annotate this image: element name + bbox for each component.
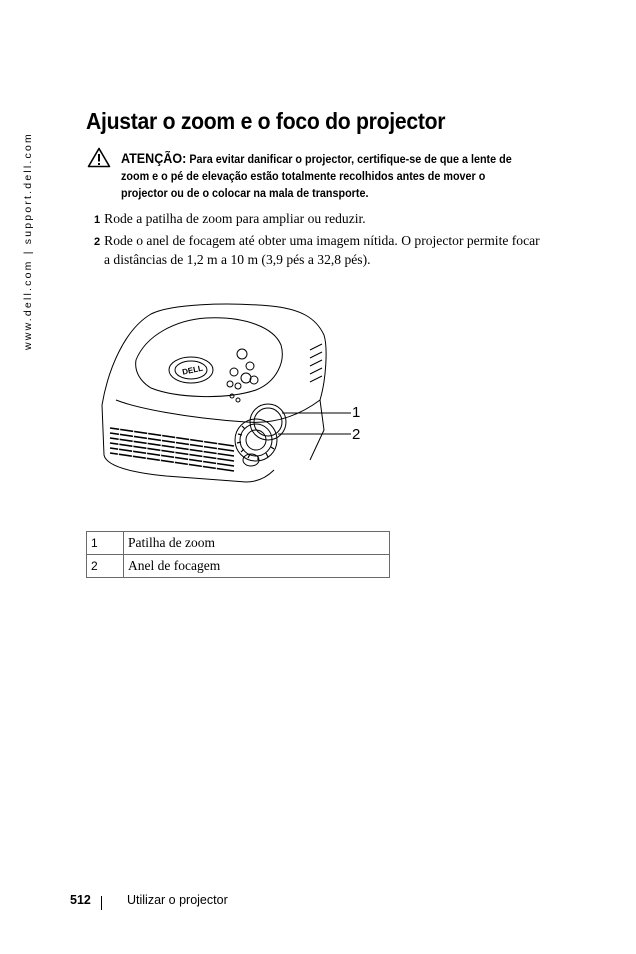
step-2 — [94, 232, 584, 268]
footer-section-title: Utilizar o projector — [127, 893, 228, 907]
logo-text: DELL — [181, 363, 204, 377]
projector-illustration — [96, 300, 376, 485]
table-row — [87, 532, 390, 555]
legend-label: Anel de focagem — [124, 555, 390, 578]
step-text: Rode o anel de focagem até obter uma imagem nítida. O projector permite focar — [104, 233, 540, 248]
step-number: 1 — [94, 214, 101, 226]
legend-number: 1 — [87, 532, 124, 555]
legend-table — [86, 531, 390, 578]
callout-2: 2 — [352, 426, 361, 443]
footer-divider — [101, 896, 102, 910]
table-row — [87, 555, 390, 578]
warning-notice — [121, 150, 530, 202]
step-number: 2 — [94, 236, 101, 248]
page-title: Ajustar o zoom e o foco do projector — [86, 108, 446, 134]
sidebar-url: www.dell.com | support.dell.com — [22, 132, 34, 350]
warning-triangle-icon — [87, 147, 111, 168]
step-text-continued: a distâncias de 1,2 m a 10 m (3,9 pés a 32,8 pés). — [104, 252, 371, 267]
page-number: 512 — [70, 893, 91, 907]
legend-number: 2 — [87, 555, 124, 578]
step-text: Rode a patilha de zoom para ampliar ou reduzir. — [104, 211, 366, 226]
warning-label: ATENÇÃO: — [121, 151, 187, 166]
warning-text: Para evitar danificar o projector, certifique-se de que a lente de zoom e o pé de elevação estão totalmente recolhidos antes de mover o projector ou de o colocar na mala de transporte. — [121, 153, 512, 200]
legend-label: Patilha de zoom — [124, 532, 390, 555]
step-1 — [94, 210, 584, 229]
callout-1: 1 — [352, 404, 361, 421]
